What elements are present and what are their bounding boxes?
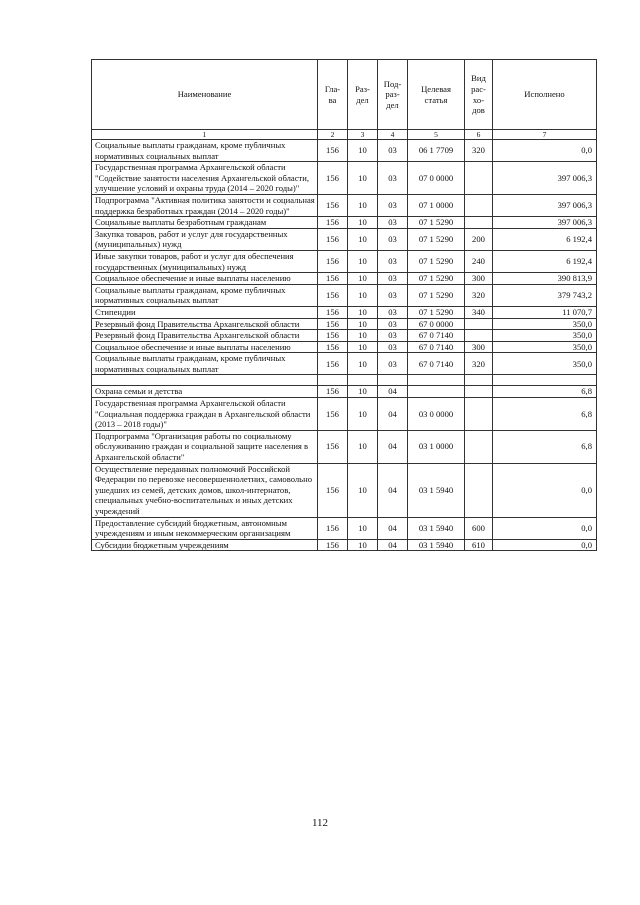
table-row [92, 306, 597, 318]
row-subsection: 03 [378, 330, 408, 342]
table-row [92, 217, 597, 229]
row-target-article: 03 1 0000 [408, 430, 465, 463]
row-subsection: 03 [378, 353, 408, 375]
row-executed-value: 350,0 [493, 318, 597, 330]
table-row [92, 140, 597, 162]
row-chapter: 156 [318, 250, 348, 272]
row-section: 10 [348, 386, 378, 398]
row-target-article: 03 1 5940 [408, 517, 465, 539]
row-expense-type [465, 194, 493, 216]
row-expense-type: 320 [465, 140, 493, 162]
row-subsection: 03 [378, 273, 408, 285]
row-chapter: 156 [318, 398, 348, 431]
row-subsection: 04 [378, 517, 408, 539]
row-section: 10 [348, 228, 378, 250]
row-executed-value: 0,0 [493, 140, 597, 162]
header-name: Наименование [92, 60, 318, 130]
row-target-article: 07 1 5290 [408, 228, 465, 250]
header-expense-type: Вид рас- хо- дов [465, 60, 493, 130]
table-row [92, 250, 597, 272]
column-number: 6 [465, 130, 493, 140]
table-header-row [92, 60, 597, 130]
row-section: 10 [348, 273, 378, 285]
column-number: 5 [408, 130, 465, 140]
row-target-article: 07 1 5290 [408, 250, 465, 272]
row-target-article: 07 1 5290 [408, 284, 465, 306]
row-name: Социальное обеспечение и иные выплаты населению [92, 273, 318, 285]
row-name: Социальное обеспечение и иные выплаты населению [92, 341, 318, 353]
row-executed-value [493, 375, 597, 386]
row-chapter: 156 [318, 517, 348, 539]
header-chapter: Гла- ва [318, 60, 348, 130]
row-target-article: 03 1 5940 [408, 539, 465, 551]
row-subsection: 04 [378, 386, 408, 398]
row-name: Предоставление субсидий бюджетным, автономным учреждениям и иным некоммерческим организациям [92, 517, 318, 539]
table-body [92, 140, 597, 551]
row-name: Осуществление переданных полномочий Российской Федерации по перевозке несовершеннолетних, самовольно ушедших из семей, детских домов, школ-интернатов, специальных учебно-воспитательных и иных детских учреждений [92, 463, 318, 517]
row-section: 10 [348, 353, 378, 375]
row-target-article: 07 1 5290 [408, 217, 465, 229]
row-section [348, 375, 378, 386]
row-section: 10 [348, 306, 378, 318]
row-chapter: 156 [318, 539, 348, 551]
row-expense-type: 320 [465, 284, 493, 306]
row-chapter: 156 [318, 318, 348, 330]
row-chapter: 156 [318, 306, 348, 318]
row-executed-value: 350,0 [493, 341, 597, 353]
row-chapter [318, 375, 348, 386]
row-executed-value: 11 070,7 [493, 306, 597, 318]
table-row [92, 375, 597, 386]
row-target-article: 07 1 5290 [408, 306, 465, 318]
table-row [92, 398, 597, 431]
row-executed-value: 397 006,3 [493, 217, 597, 229]
row-target-article: 06 1 7709 [408, 140, 465, 162]
row-executed-value: 350,0 [493, 353, 597, 375]
table-row [92, 539, 597, 551]
row-expense-type: 320 [465, 353, 493, 375]
row-section: 10 [348, 250, 378, 272]
row-section: 10 [348, 217, 378, 229]
budget-table-container [91, 59, 596, 551]
header-section: Раз- дел [348, 60, 378, 130]
row-subsection: 03 [378, 162, 408, 195]
column-number: 4 [378, 130, 408, 140]
header-executed: Исполнено [493, 60, 597, 130]
row-expense-type: 200 [465, 228, 493, 250]
row-executed-value: 6,8 [493, 398, 597, 431]
row-chapter: 156 [318, 430, 348, 463]
row-name: Подпрограмма "Активная политика занятости и социальная поддержка безработных граждан (2014 – 2020 годы)" [92, 194, 318, 216]
column-number: 3 [348, 130, 378, 140]
row-target-article [408, 375, 465, 386]
table-row [92, 517, 597, 539]
header-target-article: Целевая статья [408, 60, 465, 130]
table-row [92, 194, 597, 216]
row-section: 10 [348, 194, 378, 216]
row-expense-type [465, 318, 493, 330]
row-executed-value: 6 192,4 [493, 250, 597, 272]
row-target-article: 03 0 0000 [408, 398, 465, 431]
row-subsection: 04 [378, 398, 408, 431]
row-executed-value: 0,0 [493, 463, 597, 517]
row-subsection: 03 [378, 250, 408, 272]
row-section: 10 [348, 398, 378, 431]
row-subsection: 03 [378, 341, 408, 353]
row-subsection: 03 [378, 140, 408, 162]
table-row [92, 341, 597, 353]
row-chapter: 156 [318, 273, 348, 285]
row-chapter: 156 [318, 228, 348, 250]
row-name: Субсидии бюджетным учреждениям [92, 539, 318, 551]
row-subsection: 03 [378, 318, 408, 330]
row-section: 10 [348, 539, 378, 551]
row-name: Стипендии [92, 306, 318, 318]
table-row [92, 162, 597, 195]
row-name: Социальные выплаты безработным гражданам [92, 217, 318, 229]
row-name: Подпрограмма "Организация работы по социальному обслуживанию граждан и социальной защите населения в Архангельской области" [92, 430, 318, 463]
row-target-article: 67 0 0000 [408, 318, 465, 330]
table-row [92, 330, 597, 342]
table-row [92, 228, 597, 250]
row-executed-value: 397 006,3 [493, 162, 597, 195]
row-section: 10 [348, 284, 378, 306]
row-name: Социальные выплаты гражданам, кроме публичных нормативных социальных выплат [92, 284, 318, 306]
row-target-article: 03 1 5940 [408, 463, 465, 517]
row-executed-value: 390 813,9 [493, 273, 597, 285]
row-expense-type [465, 375, 493, 386]
row-chapter: 156 [318, 194, 348, 216]
row-chapter: 156 [318, 217, 348, 229]
row-chapter: 156 [318, 341, 348, 353]
row-chapter: 156 [318, 353, 348, 375]
row-executed-value: 6,8 [493, 430, 597, 463]
budget-table [91, 59, 597, 551]
row-section: 10 [348, 517, 378, 539]
row-expense-type [465, 217, 493, 229]
row-chapter: 156 [318, 386, 348, 398]
row-target-article: 07 0 0000 [408, 162, 465, 195]
table-row [92, 353, 597, 375]
row-chapter: 156 [318, 284, 348, 306]
row-executed-value: 379 743,2 [493, 284, 597, 306]
row-executed-value: 397 006,3 [493, 194, 597, 216]
row-chapter: 156 [318, 463, 348, 517]
row-executed-value: 0,0 [493, 539, 597, 551]
row-target-article: 67 0 7140 [408, 353, 465, 375]
row-executed-value: 6,8 [493, 386, 597, 398]
row-subsection: 03 [378, 306, 408, 318]
table-row [92, 463, 597, 517]
row-chapter: 156 [318, 162, 348, 195]
table-row [92, 284, 597, 306]
row-expense-type: 600 [465, 517, 493, 539]
row-chapter: 156 [318, 140, 348, 162]
row-expense-type [465, 430, 493, 463]
table-row [92, 318, 597, 330]
row-section: 10 [348, 330, 378, 342]
row-expense-type: 300 [465, 273, 493, 285]
row-target-article: 67 0 7140 [408, 341, 465, 353]
row-target-article [408, 386, 465, 398]
table-row [92, 386, 597, 398]
row-name: Государственная программа Архангельской области "Содействие занятости населения Архангельской области, улучшение условий и охраны труда (2014 – 2020 годы)" [92, 162, 318, 195]
row-section: 10 [348, 162, 378, 195]
column-number: 7 [493, 130, 597, 140]
row-expense-type: 340 [465, 306, 493, 318]
page-number: 112 [311, 817, 329, 829]
row-subsection: 04 [378, 463, 408, 517]
column-number-row [92, 130, 597, 140]
row-target-article: 67 0 7140 [408, 330, 465, 342]
row-name: Государственная программа Архангельской области "Социальная поддержка граждан в Архангельской области (2013 – 2018 годы)" [92, 398, 318, 431]
row-subsection: 04 [378, 430, 408, 463]
row-expense-type [465, 386, 493, 398]
row-target-article: 07 1 0000 [408, 194, 465, 216]
table-row [92, 273, 597, 285]
row-name [92, 375, 318, 386]
row-subsection [378, 375, 408, 386]
row-section: 10 [348, 140, 378, 162]
row-name: Резервный фонд Правительства Архангельской области [92, 318, 318, 330]
row-target-article: 07 1 5290 [408, 273, 465, 285]
row-subsection: 03 [378, 284, 408, 306]
row-subsection: 03 [378, 228, 408, 250]
table-row [92, 430, 597, 463]
row-expense-type [465, 330, 493, 342]
row-section: 10 [348, 341, 378, 353]
row-expense-type [465, 162, 493, 195]
row-expense-type [465, 398, 493, 431]
header-subsection: Под- раз- дел [378, 60, 408, 130]
row-expense-type: 240 [465, 250, 493, 272]
row-name: Социальные выплаты гражданам, кроме публичных нормативных социальных выплат [92, 140, 318, 162]
row-section: 10 [348, 463, 378, 517]
row-subsection: 04 [378, 539, 408, 551]
row-section: 10 [348, 430, 378, 463]
column-number: 1 [92, 130, 318, 140]
row-name: Иные закупки товаров, работ и услуг для обеспечения государственных (муниципальных) нужд [92, 250, 318, 272]
row-chapter: 156 [318, 330, 348, 342]
row-expense-type: 610 [465, 539, 493, 551]
row-expense-type: 300 [465, 341, 493, 353]
column-number: 2 [318, 130, 348, 140]
row-executed-value: 0,0 [493, 517, 597, 539]
row-executed-value: 6 192,4 [493, 228, 597, 250]
row-name: Закупка товаров, работ и услуг для государственных (муниципальных) нужд [92, 228, 318, 250]
row-executed-value: 350,0 [493, 330, 597, 342]
row-name: Охрана семьи и детства [92, 386, 318, 398]
row-expense-type [465, 463, 493, 517]
row-name: Социальные выплаты гражданам, кроме публичных нормативных социальных выплат [92, 353, 318, 375]
row-subsection: 03 [378, 217, 408, 229]
row-section: 10 [348, 318, 378, 330]
row-subsection: 03 [378, 194, 408, 216]
row-name: Резервный фонд Правительства Архангельской области [92, 330, 318, 342]
